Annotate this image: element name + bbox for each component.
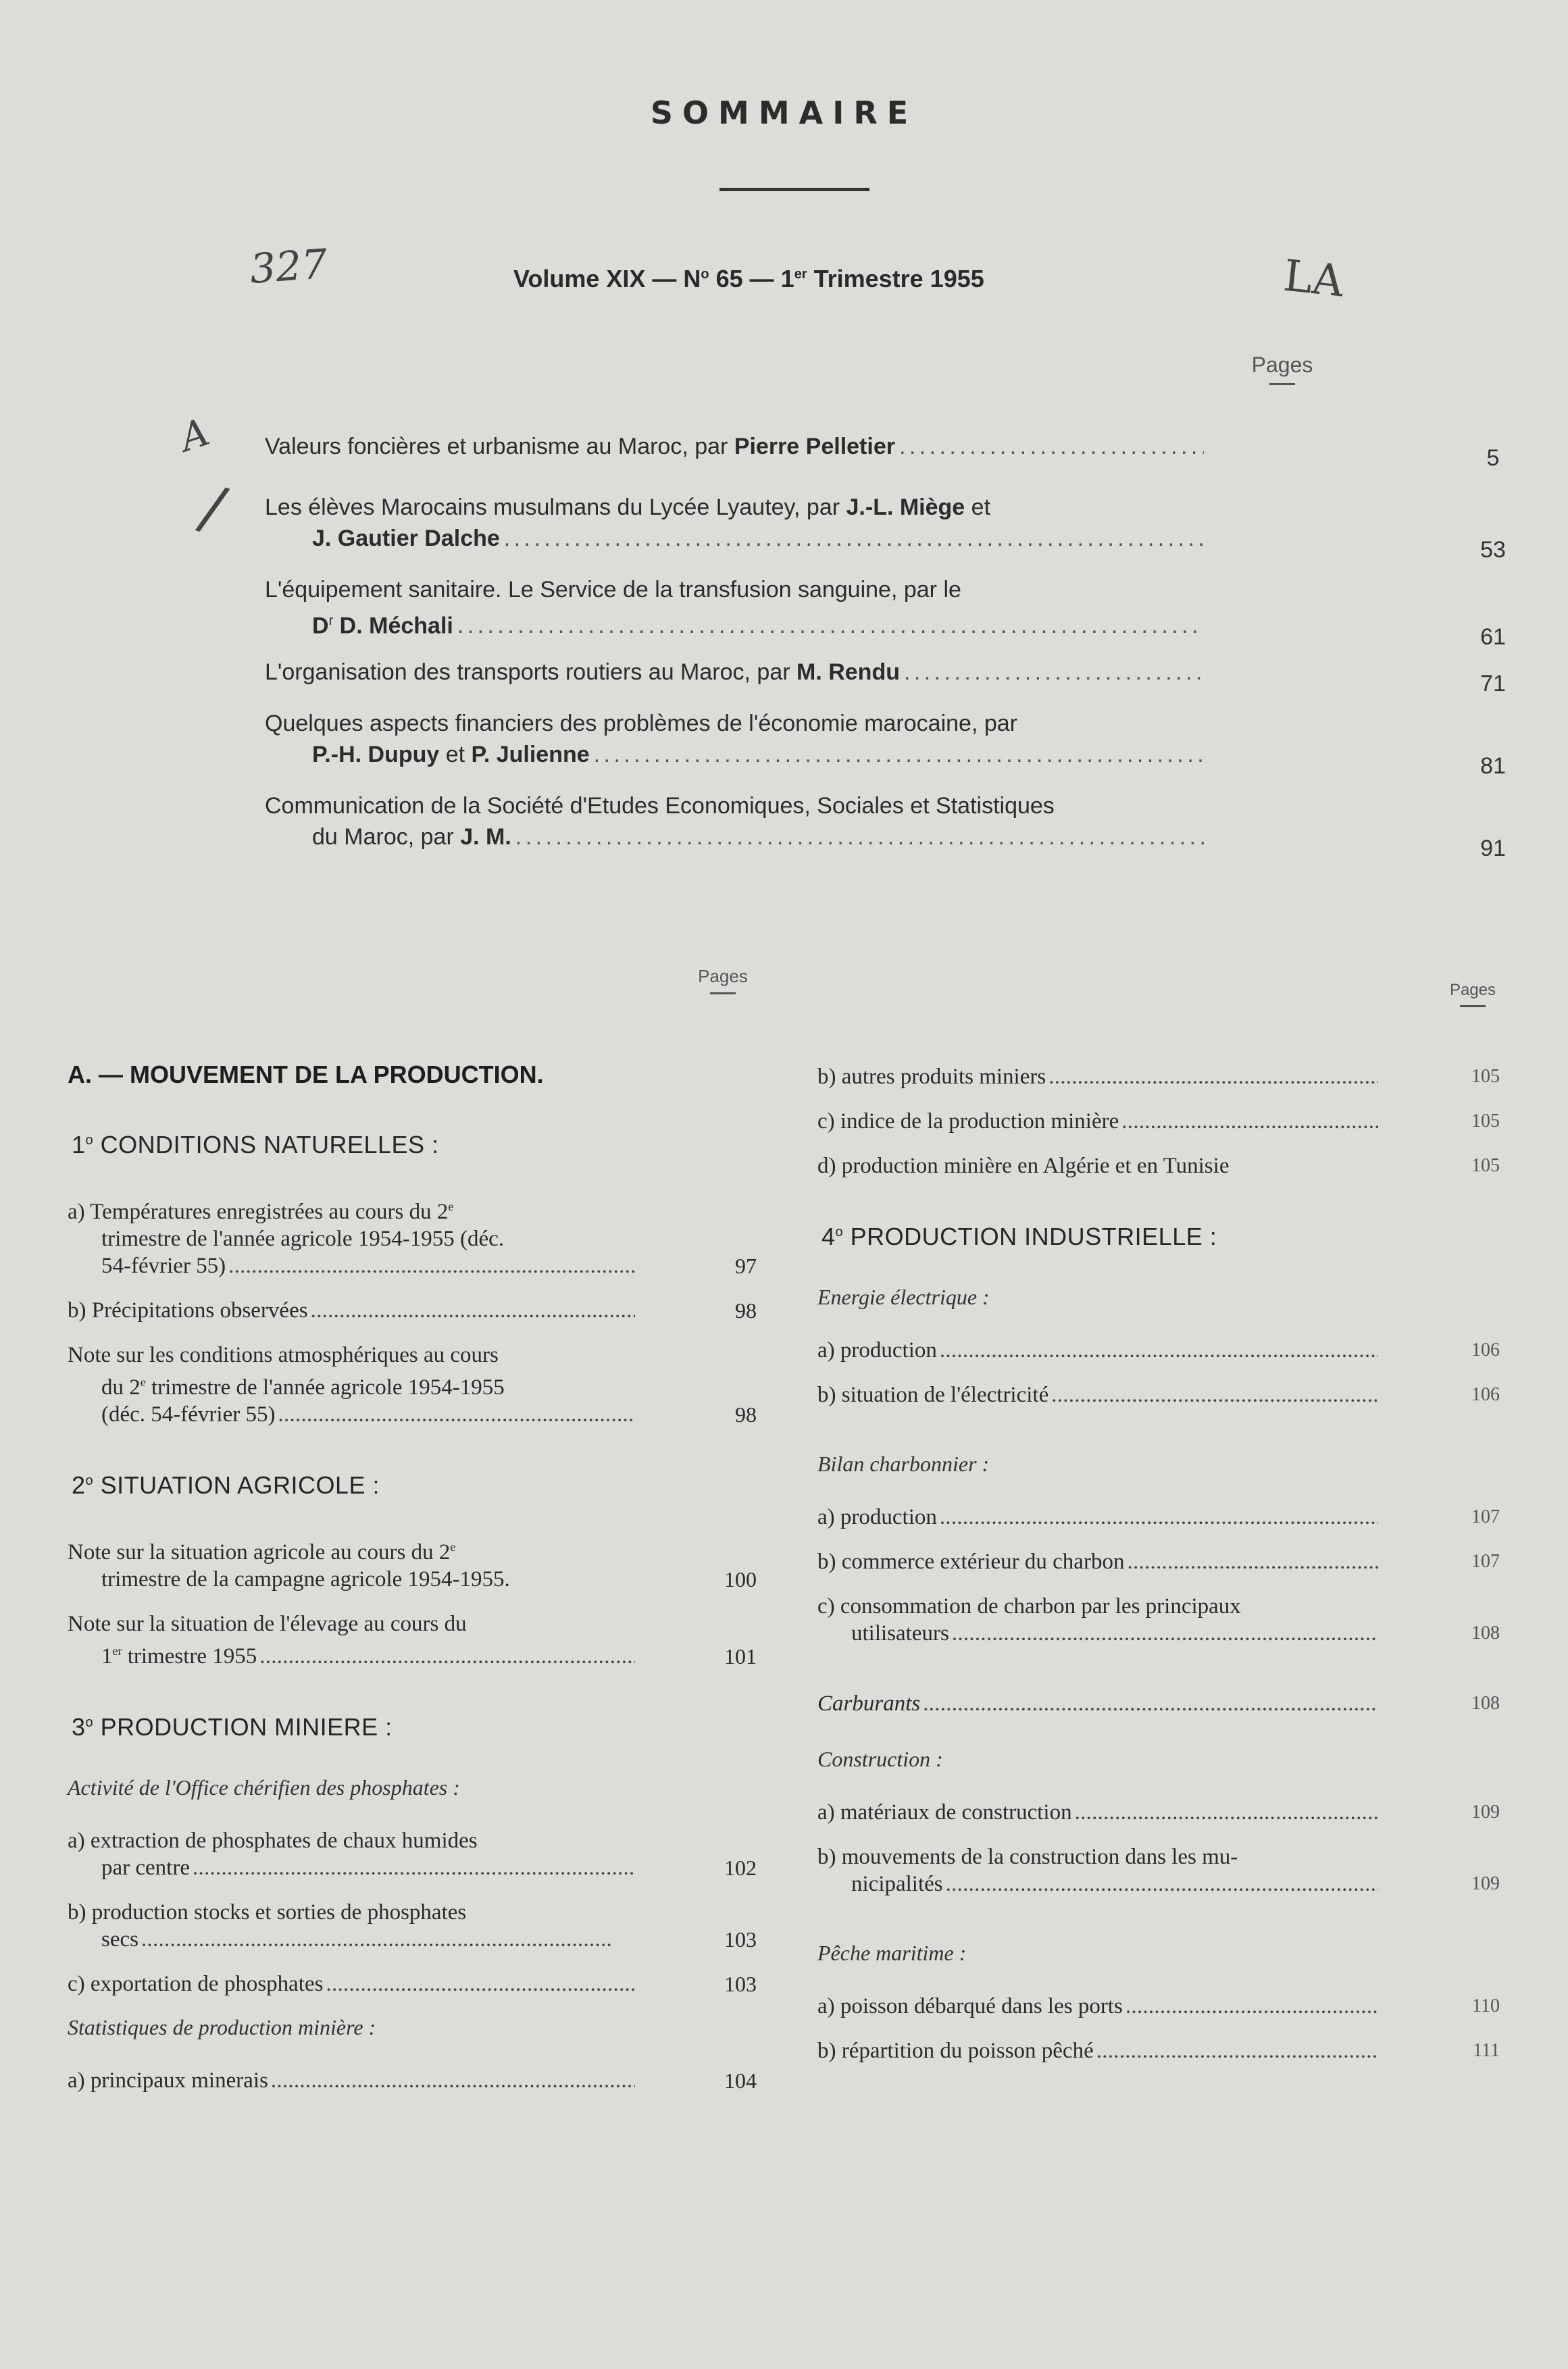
entry-page: 107 — [1471, 1551, 1500, 1572]
entry-exportation-phosphates[interactable] — [68, 1970, 757, 1997]
entry-text: a) Températures enregistrées au cours du 2 — [68, 1200, 449, 1224]
subheading-phosphates: Activité de l'Office chérifien des phosphates : — [68, 1775, 460, 1800]
section-heading-2 — [72, 1471, 757, 1500]
toc-page: 5 — [1486, 445, 1500, 471]
entry-carburants[interactable] — [817, 1690, 1500, 1717]
section-number: 1 — [72, 1131, 86, 1158]
toc-page: 61 — [1480, 624, 1506, 651]
entry-materiaux-construction[interactable] — [817, 1799, 1500, 1826]
entry-page: 107 — [1471, 1506, 1500, 1527]
entry-production-phosphates[interactable] — [68, 1899, 757, 1953]
section-sup: o — [835, 1225, 844, 1240]
entry-page: 104 — [724, 2068, 757, 2093]
entry-text: trimestre de l'année agricole 1954-1955 — [145, 1375, 505, 1400]
section-sup: o — [85, 1715, 94, 1730]
entry-text: b) répartition du poisson pêché — [817, 2039, 1094, 2063]
toc-author: J. M. — [460, 824, 511, 850]
toc-page: 91 — [1480, 836, 1506, 861]
entry-text: utilisateurs — [851, 1621, 949, 1646]
entry-page: 106 — [1471, 1384, 1500, 1405]
toc-title: Valeurs foncières et urbanisme au Maroc, par — [265, 434, 734, 459]
toc-author-title: D — [312, 613, 329, 639]
entry-situation-electricite[interactable] — [817, 1381, 1500, 1408]
toc-title: L'équipement sanitaire. Le Service de la transfusion sanguine, par le — [265, 577, 961, 603]
entry-sup: e — [450, 1540, 456, 1554]
entry-text: Carburants — [817, 1691, 921, 1716]
section-heading-1 — [72, 1131, 757, 1159]
entry-text: par centre — [101, 1856, 190, 1880]
handwritten-initials: LA — [1281, 251, 1346, 307]
entry-text: Note sur les conditions atmosphériques au cours — [68, 1343, 499, 1367]
entry-consommation-charbon[interactable] — [817, 1593, 1500, 1647]
issue-no-sup: o — [701, 267, 709, 282]
entry-precipitations[interactable] — [68, 1297, 757, 1324]
entry-text: Note sur la situation agricole au cours du 2 — [68, 1540, 451, 1564]
entry-mouvements-construction[interactable] — [817, 1843, 1500, 1897]
toc-author: Pierre Pelletier — [734, 434, 895, 459]
entry-text: trimestre 1955 — [122, 1644, 257, 1669]
entry-text: b) commerce extérieur du charbon — [817, 1550, 1125, 1574]
entry-page: 103 — [724, 1927, 757, 1952]
subheading-energie: Energie électrique : — [817, 1285, 990, 1309]
entry-page: 105 — [1471, 1155, 1500, 1176]
subheading-construction: Construction : — [817, 1747, 943, 1771]
toc-article-3[interactable] — [265, 574, 1506, 651]
entry-text: c) indice de la production minière — [817, 1109, 1119, 1133]
entry-text: a) poisson débarqué dans les ports — [817, 1994, 1123, 2018]
entry-commerce-charbon[interactable] — [817, 1548, 1500, 1575]
entry-page: 110 — [1472, 1995, 1500, 2016]
entry-page: 109 — [1471, 1873, 1500, 1894]
entry-text: trimestre de la campagne agricole 1954-1955. — [101, 1567, 510, 1591]
left-column — [68, 1054, 757, 2112]
pages-label: Pages — [1449, 981, 1496, 999]
entry-page: 109 — [1471, 1802, 1500, 1823]
entry-page: 106 — [1471, 1340, 1500, 1360]
toc-title: L'organisation des transports routiers au Maroc, par — [265, 659, 796, 685]
entry-page: 105 — [1471, 1111, 1500, 1131]
entry-algerie-tunisie[interactable] — [817, 1152, 1500, 1179]
toc-page: 81 — [1480, 753, 1506, 779]
toc-page: 71 — [1480, 671, 1506, 696]
toc-title: Communication de la Société d'Etudes Economiques, Sociales et Statistiques — [265, 793, 1055, 819]
toc-author: M. Rendu — [796, 659, 900, 685]
entry-text: (déc. 54-février 55) — [101, 1402, 276, 1427]
subheading-peche-maritime: Pêche maritime : — [817, 1941, 967, 1965]
subheading-bilan-charbonnier: Bilan charbonnier : — [817, 1452, 990, 1476]
toc-title: Les élèves Marocains musulmans du Lycée Lyautey, par — [265, 494, 846, 520]
toc-article-4[interactable] — [265, 657, 1506, 696]
entry-text: a) principaux minerais — [68, 2068, 268, 2093]
entry-page: 111 — [1473, 2040, 1500, 2061]
entry-page: 102 — [724, 1856, 757, 1880]
section-heading-3 — [72, 1713, 757, 1741]
entry-text: b) situation de l'électricité — [817, 1383, 1049, 1407]
section-number: 3 — [72, 1713, 86, 1741]
section-label: PRODUCTION INDUSTRIELLE : — [843, 1223, 1217, 1250]
entry-page: 98 — [735, 1402, 757, 1427]
section-label: CONDITIONS NATURELLES : — [93, 1131, 439, 1158]
entry-principaux-minerais[interactable] — [68, 2067, 757, 2094]
entry-indice-production[interactable] — [817, 1108, 1500, 1135]
entry-sup: er — [112, 1644, 122, 1658]
issue-number: 65 — 1 — [709, 265, 794, 292]
issue-volume: Volume XIX — N — [513, 265, 701, 292]
main-section-heading: A. — MOUVEMENT DE LA PRODUCTION. — [68, 1061, 544, 1088]
entry-note-atmospheric[interactable] — [68, 1342, 757, 1428]
section-heading-4 — [821, 1223, 1500, 1251]
section-sup: o — [85, 1133, 94, 1148]
entry-text: b) autres produits miniers — [817, 1065, 1046, 1089]
toc-title-cont: du Maroc, par — [312, 824, 461, 850]
entry-repartition-poisson[interactable] — [817, 2037, 1500, 2064]
section-label: SITUATION AGRICOLE : — [93, 1471, 380, 1499]
issue-quarter: Trimestre 1955 — [807, 265, 984, 292]
toc-article-5[interactable] — [265, 708, 1506, 779]
entry-text: c) exportation de phosphates — [68, 1972, 324, 1996]
entry-extraction-phosphates[interactable] — [68, 1827, 757, 1881]
pages-label: Pages — [698, 966, 748, 986]
toc-author: D. Méchali — [333, 613, 453, 639]
entry-note-elevage[interactable] — [68, 1610, 757, 1670]
entry-text: a) production — [817, 1505, 937, 1529]
subheading-statistiques: Statistiques de production minière : — [68, 2015, 376, 2039]
entry-temperatures[interactable] — [68, 1193, 757, 1279]
section-label: PRODUCTION MINIERE : — [93, 1713, 393, 1741]
toc-author-2: P. Julienne — [471, 742, 590, 767]
issue-ordinal-sup: er — [794, 267, 807, 282]
toc-article-1[interactable] — [265, 431, 1500, 471]
toc-author-title-sup: r — [328, 613, 334, 628]
entry-page: 105 — [1471, 1066, 1500, 1087]
entry-text: 54-février 55) — [101, 1254, 226, 1278]
handwritten-number: 327 — [248, 240, 329, 293]
section-number: 2 — [72, 1471, 86, 1499]
entry-text: nicipalités — [851, 1872, 943, 1896]
entry-text: b) Précipitations observées — [68, 1298, 308, 1323]
entry-autres-produits[interactable] — [817, 1063, 1500, 1090]
entry-text: a) production — [817, 1338, 937, 1362]
toc-article-2[interactable] — [265, 492, 1506, 563]
entry-page: 101 — [724, 1644, 757, 1669]
toc-article-6[interactable] — [265, 790, 1506, 861]
entry-poisson-debarque[interactable] — [817, 1993, 1500, 2020]
entry-page: 103 — [724, 1972, 757, 1996]
entry-text: c) consommation de charbon par les principaux — [817, 1594, 1241, 1619]
pages-dash — [1269, 383, 1295, 385]
pages-heading-right — [1432, 981, 1513, 1007]
toc-title: Quelques aspects financiers des problèmes de l'économie marocaine, par — [265, 711, 1017, 736]
section-sup: o — [85, 1473, 94, 1488]
section-number: 4 — [821, 1223, 836, 1250]
entry-text: b) production stocks et sorties de phosphates — [68, 1900, 467, 1925]
entry-page: 108 — [1471, 1693, 1500, 1714]
right-column — [817, 1054, 1500, 2082]
entry-text: secs — [101, 1927, 138, 1952]
entry-page: 97 — [735, 1254, 757, 1278]
entry-text: du 2 — [101, 1375, 141, 1400]
entry-page: 108 — [1471, 1623, 1500, 1644]
toc-conjunction: et — [439, 742, 472, 767]
pages-dash — [710, 992, 736, 994]
pages-heading-top — [1242, 353, 1323, 385]
toc-author-2: J. Gautier Dalche — [312, 526, 500, 551]
entry-text: a) extraction de phosphates de chaux humides — [68, 1829, 478, 1853]
pages-dash — [1460, 1005, 1486, 1007]
handwritten-slash: / — [192, 471, 234, 546]
entry-text: a) matériaux de construction — [817, 1800, 1072, 1825]
pages-label: Pages — [1251, 353, 1313, 377]
title-underline — [719, 188, 869, 191]
pages-heading-left — [682, 966, 763, 994]
toc-page: 53 — [1480, 537, 1506, 563]
entry-charbon-production[interactable] — [817, 1504, 1500, 1531]
toc-author: P.-H. Dupuy — [312, 742, 440, 767]
entry-sup: e — [140, 1375, 146, 1389]
entry-page: 98 — [735, 1298, 757, 1323]
handwritten-letter: A — [174, 410, 215, 461]
entry-text: 1 — [101, 1644, 113, 1669]
entry-note-agricole[interactable] — [68, 1533, 757, 1593]
entry-page: 100 — [724, 1567, 757, 1591]
entry-text: trimestre de l'année agricole 1954-1955 (déc. — [101, 1227, 505, 1251]
page-title: SOMMAIRE — [650, 95, 918, 131]
entry-text: d) production minière en Algérie et en Tunisie — [817, 1154, 1230, 1178]
toc-author: J.-L. Miège — [846, 494, 965, 520]
toc-title-cont: et — [965, 494, 991, 520]
entry-energie-production[interactable] — [817, 1337, 1500, 1364]
entry-text: b) mouvements de la construction dans les mu- — [817, 1845, 1238, 1869]
entry-sup: e — [448, 1200, 454, 1213]
issue-line — [513, 265, 984, 293]
entry-text: Note sur la situation de l'élevage au cours du — [68, 1612, 467, 1636]
